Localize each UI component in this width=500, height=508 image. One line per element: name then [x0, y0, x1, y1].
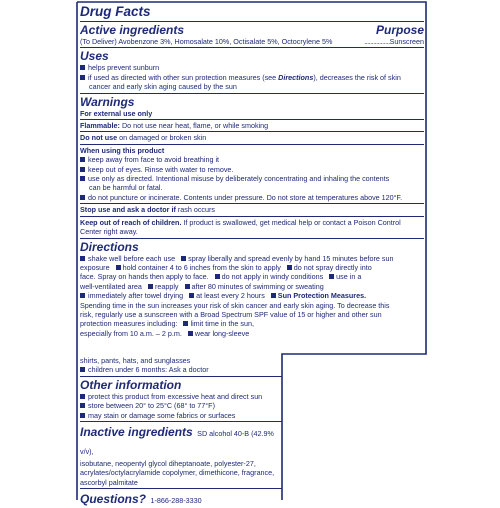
- external-use-only: For external use only: [80, 108, 153, 118]
- active-ingredients-line: (To Deliver) Avobenzone 3%, Homosalate 10%, Octisalate 5%, Octocrylene 5%: [80, 37, 333, 46]
- uses-item-2-cont: cancer and early skin aging caused by the sun: [89, 82, 237, 92]
- dir-7b: after 80 minutes of swimming or sweating: [191, 281, 324, 291]
- uses-item-1: helps prevent sunburn: [88, 63, 160, 73]
- flammable-text: Do not use near heat, flame, or while smoking: [121, 121, 269, 131]
- keep-out-text-cont: Center right away.: [80, 227, 138, 237]
- when-using-heading: When using this product: [80, 145, 165, 155]
- dir-para-1: Spending time in the sun increases your risk of skin cancer and early skin aging. To decrease this: [80, 300, 390, 310]
- dir-4: do not spray directly into: [293, 262, 372, 272]
- dir-children: children under 6 months: Ask a doctor: [88, 365, 209, 375]
- purpose-value: Sunscreen: [389, 37, 424, 46]
- dir-9: at least every 2 hours: [196, 291, 265, 301]
- dir-6: use in a: [336, 272, 362, 282]
- when-item-4: do not puncture or incinerate. Contents under pressure. Do not store at temperatures above 120°F.: [88, 192, 403, 202]
- inactive-line-4: ascorbyl palmitate: [80, 477, 138, 487]
- dir-2-cont: exposure: [80, 262, 110, 272]
- do-not-use-text: on damaged or broken skin: [119, 133, 207, 143]
- dir-especially: especially from 10 a.m. – 2 p.m.: [80, 328, 182, 338]
- directions-heading: Directions: [80, 239, 139, 254]
- drug-facts-lower-panel: [80, 356, 280, 508]
- dir-3: hold container 4 to 6 inches from the skin to apply: [122, 262, 281, 272]
- dir-limit: limit time in the sun,: [190, 319, 254, 329]
- dir-7: reapply: [154, 281, 179, 291]
- when-item-3-cont: can be harmful or fatal.: [89, 183, 163, 193]
- dir-5: do not apply in windy conditions: [221, 272, 324, 282]
- do-not-use-label: Do not use: [80, 133, 118, 143]
- keep-out-text: If product is swallowed, get medical help or contact a Poison Control: [183, 217, 401, 227]
- other-info-heading: Other information: [80, 377, 182, 392]
- keep-out-label: Keep out of reach of children.: [80, 217, 182, 227]
- dir-para-2: risk, regularly use a sunscreen with a Broad Spectrum SPF value of 15 or higher and other sun: [80, 309, 382, 319]
- when-item-2: keep out of eyes. Rinse with water to remove.: [88, 164, 234, 174]
- inactive-heading: Inactive ingredients: [80, 425, 193, 440]
- active-ingredients-heading: Active ingredients: [80, 23, 185, 37]
- dir-shirts: shirts, pants, hats, and sunglasses: [80, 356, 191, 365]
- when-item-3: use only as directed. Intentional misuse by deliberately concentrating and inhaling the contents: [88, 174, 390, 184]
- dir-2: spray liberally and spread evenly by hand 15 minutes before sun: [188, 253, 394, 263]
- drug-facts-title: Drug Facts: [80, 4, 151, 19]
- other-item-1: protect this product from excessive heat and direct sun: [88, 391, 263, 401]
- drug-facts-panel: Drug Facts Active ingredients Purpose (To Deliver) Avobenzone 3%, Homosalate 10%, Octisalate 5%, Octocrylene 5% .................Sunscreen Uses helps prevent sunburn if used as directed with other sun protection measures (see Directions), decreases the risk of skin cancer and early skin aging caused by the sun Warnings For external use only Flammable: Do not use near heat, flame, or while smoking Do not use on damaged or broken skin When using this product keep away from face to avoid breathing it keep out of eyes. Rinse with water to remove. use only as directed. Intentional misuse by deliberately concentrating and inhaling the contents can be harmful or fatal. do not puncture or incinerate. Contents under pressure. Do not store at temperatures above 120°F. Stop use and ask a doctor if rash occurs Keep out of reach of children. If product is swallowed, get medical help or contact a Poison Control Center right away. Directions shake well before each use spray liberally and spread evenly by hand 15 minutes before sun exposure hold container 4 to 6 inches from the skin to apply do not spray directly into face. Spray on hands then apply to face. do not apply in windy conditions use in a well-ventilated area reapply after 80 minutes of swimming or sweating immediately after towel drying at least every 2 hours Sun Protection Measures. Spending time in the sun increases your risk of skin cancer and early skin aging. To decrease this risk, regularly use a sunscreen with a Broad Spectrum SPF value of 15 or higher and other sun protection measures including: limit time in the sun, especially from 10 a.m. – 2 p.m. wear long-sleeve: [80, 4, 424, 338]
- inactive-line-2: isobutane, neopentyl glycol diheptanoate, polyester-27,: [80, 459, 256, 469]
- other-item-3: may stain or damage some fabrics or surfaces: [88, 410, 236, 420]
- inactive-line-3: acrylates/octylacrylamide copolymer, dimethicone, fragrance,: [80, 468, 275, 478]
- other-item-2: store between 20° to 25°C (68° to 77°F): [88, 401, 215, 411]
- questions-heading: Questions?: [80, 492, 147, 507]
- when-item-1: keep away from face to avoid breathing it: [88, 155, 220, 165]
- dir-1: shake well before each use: [88, 253, 176, 263]
- uses-item-2: if used as directed with other sun protection measures (see Directions), decreases the risk of skin: [88, 72, 401, 82]
- purpose-heading: Purpose: [375, 23, 424, 37]
- dir-para-3: protection measures including:: [80, 319, 178, 329]
- flammable-label: Flammable:: [80, 121, 120, 131]
- stop-use-text: rash occurs: [177, 205, 216, 215]
- uses-heading: Uses: [80, 49, 109, 64]
- dir-wear: wear long-sleeve: [194, 328, 250, 338]
- inactive-line-1: SD alcohol 40-B (42.9% v/v),: [80, 429, 274, 457]
- stop-use-label: Stop use and ask a doctor if: [80, 205, 176, 215]
- warnings-heading: Warnings: [80, 94, 135, 109]
- dir-sun-protection: Sun Protection Measures.: [277, 291, 367, 301]
- questions-phone: 1-866-288-3330: [150, 496, 202, 506]
- dir-4-cont: face. Spray on hands then apply to face.: [80, 272, 209, 282]
- dir-8: immediately after towel drying: [88, 291, 184, 301]
- dir-6-cont: well-ventilated area: [80, 281, 142, 291]
